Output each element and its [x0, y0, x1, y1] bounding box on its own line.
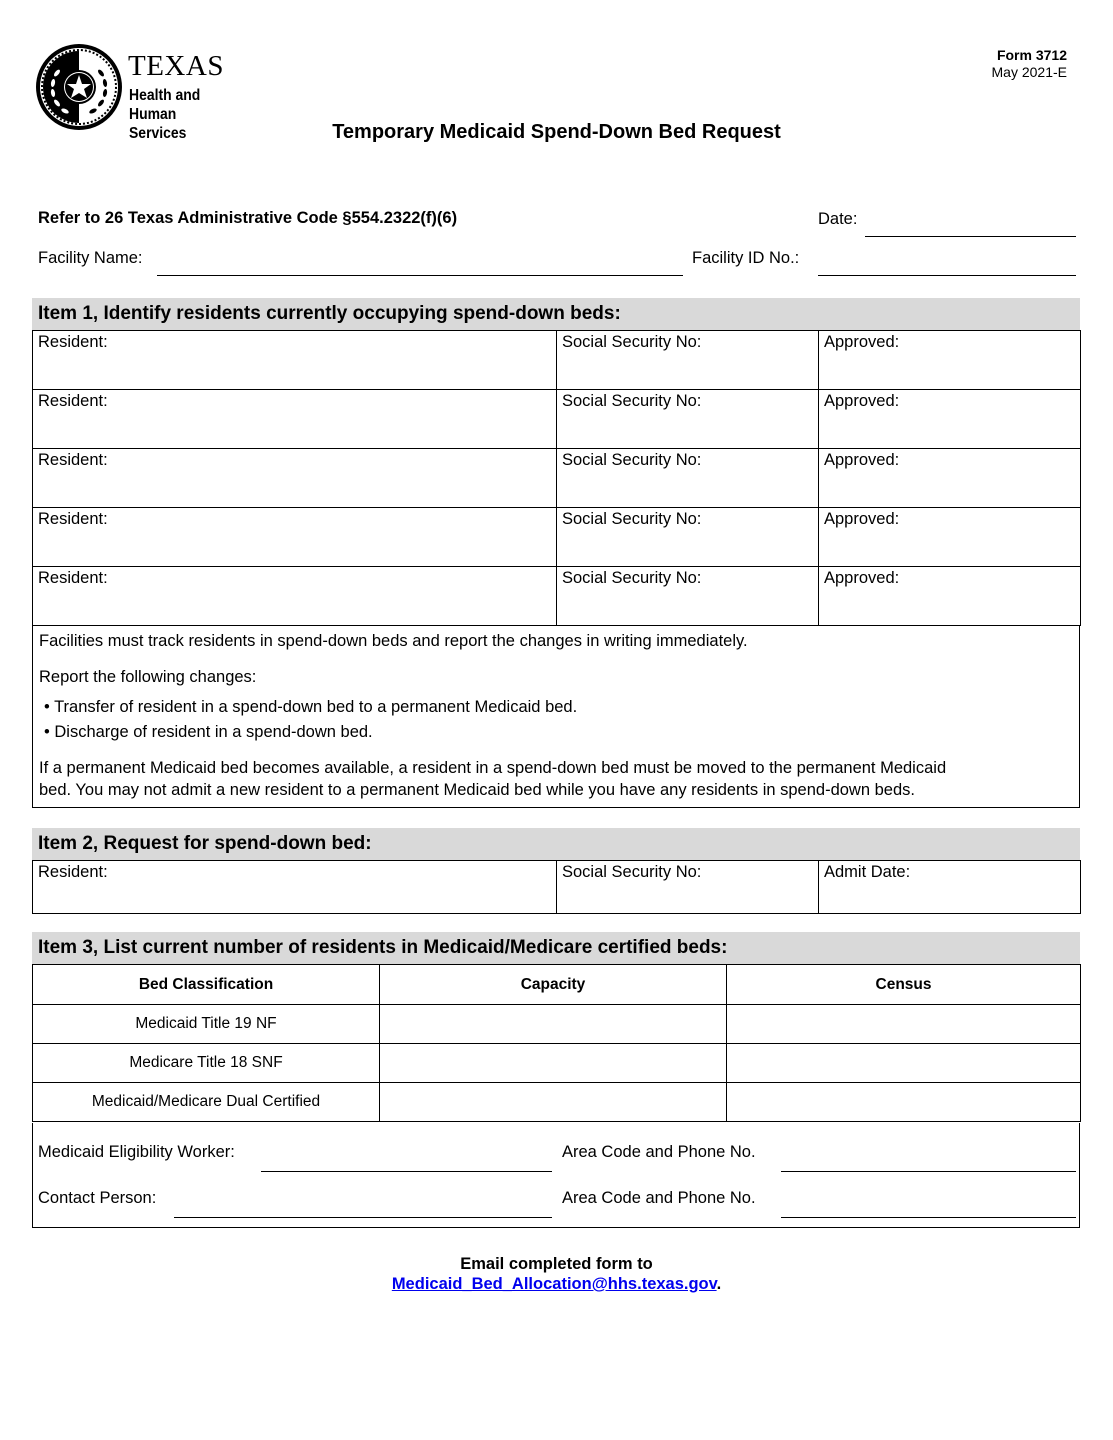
resident-cell[interactable]	[33, 331, 557, 390]
date-label: Date:	[818, 210, 858, 228]
texas-star-seal-icon	[35, 43, 123, 131]
contact-person-phone-field[interactable]	[781, 1217, 1076, 1218]
facility-name-field[interactable]	[157, 275, 683, 276]
page-title: Temporary Medicaid Spend-Down Bed Request	[332, 121, 781, 143]
col-census: Census	[727, 965, 1081, 1005]
table-row	[33, 508, 1081, 567]
table-row	[33, 1044, 1081, 1083]
item2-heading: Item 2, Request for spend-down bed:	[32, 828, 1080, 860]
email-suffix: .	[716, 1275, 722, 1293]
resident-cell[interactable]	[33, 508, 557, 567]
resident-cell[interactable]	[33, 390, 557, 449]
bed-classification-cell: Medicare Title 18 SNF	[33, 1044, 380, 1083]
approved-cell[interactable]	[819, 449, 1081, 508]
facility-id-field[interactable]	[818, 275, 1076, 276]
ssn-cell[interactable]	[557, 861, 819, 914]
item1-instructions	[32, 625, 1080, 808]
bed-classification-cell: Medicaid Title 19 NF	[33, 1005, 380, 1044]
table-row	[33, 1005, 1081, 1044]
instruction-bullet-transfer: • Transfer of resident in a spend-down bed to a permanent Medicaid bed.	[44, 698, 578, 716]
admit-date-cell[interactable]	[819, 861, 1081, 914]
resident-cell[interactable]	[33, 861, 557, 914]
logo-texas-text: TEXAS	[128, 50, 224, 82]
email-intro: Email completed form to	[460, 1255, 653, 1273]
approved-cell[interactable]	[819, 508, 1081, 567]
table-row	[33, 331, 1081, 390]
instruction-permanent-bed-2: bed. You may not admit a new resident to a permanent Medicaid bed while you have any residents in spend-down beds.	[39, 781, 915, 799]
eligibility-worker-phone-field[interactable]	[781, 1171, 1076, 1172]
item1-heading: Item 1, Identify residents currently occupying spend-down beds:	[32, 298, 1080, 330]
table-row	[33, 1083, 1081, 1122]
approved-label: Approved:	[824, 333, 900, 351]
form-number: Form 3712	[996, 47, 1067, 63]
form-revision-date: May 2021-E	[991, 64, 1067, 80]
table-header-row	[33, 965, 1081, 1005]
hhs-logo	[35, 43, 265, 142]
census-cell[interactable]	[727, 1044, 1081, 1083]
approved-cell[interactable]	[819, 331, 1081, 390]
contact-section	[32, 1123, 1080, 1228]
ssn-cell[interactable]	[557, 390, 819, 449]
contact-person-label: Contact Person:	[38, 1189, 157, 1207]
resident-cell[interactable]	[33, 567, 557, 626]
approved-cell[interactable]	[819, 390, 1081, 449]
approved-label: Approved:	[824, 569, 900, 587]
email-link[interactable]: Medicaid_Bed_Allocation@hhs.texas.gov	[391, 1275, 717, 1293]
table-row	[33, 449, 1081, 508]
capacity-cell[interactable]	[380, 1044, 727, 1083]
form-number-block	[992, 47, 1067, 81]
item3-heading: Item 3, List current number of residents in Medicaid/Medicare certified beds:	[32, 932, 1080, 964]
census-cell[interactable]	[727, 1005, 1081, 1044]
approved-label: Approved:	[824, 510, 900, 528]
contact-person-field[interactable]	[174, 1217, 552, 1218]
instruction-tracking: Facilities must track residents in spend-down beds and report the changes in writing immediately.	[39, 632, 748, 650]
ssn-label: Social Security No:	[562, 333, 702, 351]
resident-label: Resident:	[38, 333, 108, 351]
ssn-cell[interactable]	[557, 449, 819, 508]
instruction-bullet-discharge: • Discharge of resident in a spend-down bed.	[44, 723, 373, 741]
instruction-report-heading: Report the following changes:	[39, 668, 257, 686]
capacity-cell[interactable]	[380, 1005, 727, 1044]
email-instructions	[0, 1254, 1113, 1294]
approved-cell[interactable]	[819, 567, 1081, 626]
resident-cell[interactable]	[33, 449, 557, 508]
phone-label-2: Area Code and Phone No.	[562, 1189, 756, 1207]
col-bed-classification: Bed Classification	[33, 965, 380, 1005]
table-row	[33, 567, 1081, 626]
facility-id-label: Facility ID No.:	[692, 249, 800, 267]
ssn-cell[interactable]	[557, 331, 819, 390]
item3-bed-census-table	[32, 964, 1081, 1122]
item2-request-table	[32, 860, 1081, 914]
ssn-cell[interactable]	[557, 567, 819, 626]
table-row	[33, 861, 1081, 914]
capacity-cell[interactable]	[380, 1083, 727, 1122]
approved-label: Approved:	[824, 392, 900, 410]
table-row	[33, 390, 1081, 449]
eligibility-worker-field[interactable]	[261, 1171, 552, 1172]
resident-label: Resident:	[38, 392, 108, 410]
census-cell[interactable]	[727, 1083, 1081, 1122]
admit-date-label: Admit Date:	[824, 863, 911, 881]
resident-label: Resident:	[38, 510, 108, 528]
item1-residents-table	[32, 330, 1081, 626]
ssn-label: Social Security No:	[562, 863, 702, 881]
ssn-cell[interactable]	[557, 508, 819, 567]
logo-line-2: Health and Human	[129, 87, 201, 123]
ssn-label: Social Security No:	[562, 451, 702, 469]
ssn-label: Social Security No:	[562, 510, 702, 528]
ssn-label: Social Security No:	[562, 569, 702, 587]
date-field[interactable]	[865, 236, 1076, 237]
approved-label: Approved:	[824, 451, 900, 469]
facility-name-label: Facility Name:	[38, 249, 143, 267]
bed-classification-cell: Medicaid/Medicare Dual Certified	[33, 1083, 380, 1122]
instruction-permanent-bed-1: If a permanent Medicaid bed becomes available, a resident in a spend-down bed must be moved to the permanent Medicaid	[39, 759, 947, 777]
col-capacity: Capacity	[380, 965, 727, 1005]
code-reference: Refer to 26 Texas Administrative Code §554.2322(f)(6)	[38, 209, 458, 227]
eligibility-worker-label: Medicaid Eligibility Worker:	[38, 1143, 235, 1161]
ssn-label: Social Security No:	[562, 392, 702, 410]
phone-label-1: Area Code and Phone No.	[562, 1143, 756, 1161]
resident-label: Resident:	[38, 863, 108, 881]
resident-label: Resident:	[38, 451, 108, 469]
logo-line-3: Services	[129, 125, 187, 142]
resident-label: Resident:	[38, 569, 108, 587]
